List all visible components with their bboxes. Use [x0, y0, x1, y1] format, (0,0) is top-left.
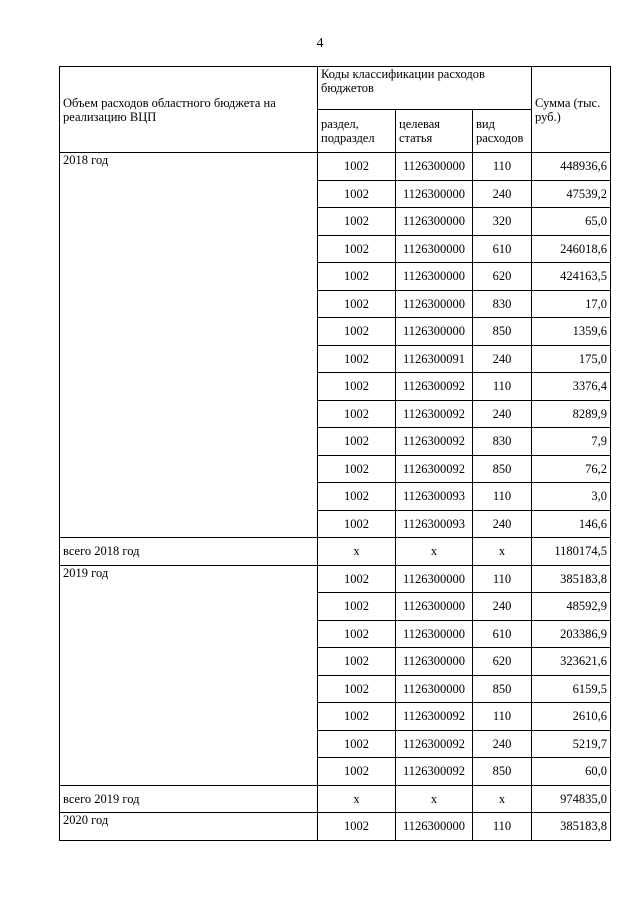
target-code: 1126300091 — [396, 345, 473, 373]
amount: 323621,6 — [532, 648, 611, 676]
amount: 3376,4 — [532, 373, 611, 401]
total-label: всего 2019 год — [60, 785, 318, 813]
amount: 175,0 — [532, 345, 611, 373]
total-target: x — [396, 538, 473, 566]
type-code: 240 — [473, 593, 532, 621]
type-code: 320 — [473, 208, 532, 236]
section-code: 1002 — [318, 703, 396, 731]
section-code: 1002 — [318, 235, 396, 263]
section-code: 1002 — [318, 510, 396, 538]
section-code: 1002 — [318, 593, 396, 621]
amount: 65,0 — [532, 208, 611, 236]
amount: 8289,9 — [532, 400, 611, 428]
amount: 246018,6 — [532, 235, 611, 263]
total-row — [60, 785, 611, 813]
header-section: раздел, подраздел — [318, 110, 396, 153]
total-section: x — [318, 538, 396, 566]
amount: 3,0 — [532, 483, 611, 511]
target-code: 1126300000 — [396, 648, 473, 676]
section-code: 1002 — [318, 483, 396, 511]
type-code: 850 — [473, 455, 532, 483]
type-code: 110 — [473, 153, 532, 181]
amount: 47539,2 — [532, 180, 611, 208]
amount: 448936,6 — [532, 153, 611, 181]
amount: 48592,9 — [532, 593, 611, 621]
type-code: 610 — [473, 235, 532, 263]
section-code: 1002 — [318, 208, 396, 236]
type-code: 110 — [473, 483, 532, 511]
target-code: 1126300000 — [396, 565, 473, 593]
amount: 146,6 — [532, 510, 611, 538]
target-code: 1126300000 — [396, 620, 473, 648]
year-label: 2019 год — [60, 565, 318, 785]
type-code: 830 — [473, 290, 532, 318]
target-code: 1126300092 — [396, 730, 473, 758]
section-code: 1002 — [318, 813, 396, 841]
target-code: 1126300000 — [396, 290, 473, 318]
target-code: 1126300093 — [396, 510, 473, 538]
type-code: 830 — [473, 428, 532, 456]
target-code: 1126300000 — [396, 593, 473, 621]
table-row — [60, 153, 611, 181]
type-code: 240 — [473, 510, 532, 538]
total-type: x — [473, 538, 532, 566]
page-number: 4 — [316, 36, 324, 51]
section-code: 1002 — [318, 455, 396, 483]
target-code: 1126300092 — [396, 758, 473, 786]
type-code: 850 — [473, 318, 532, 346]
header-target: целевая статья — [396, 110, 473, 153]
type-code: 110 — [473, 565, 532, 593]
type-code: 240 — [473, 345, 532, 373]
section-code: 1002 — [318, 180, 396, 208]
target-code: 1126300092 — [396, 703, 473, 731]
year-label: 2020 год — [60, 813, 318, 841]
target-code: 1126300092 — [396, 455, 473, 483]
section-code: 1002 — [318, 565, 396, 593]
total-row — [60, 538, 611, 566]
table-row — [60, 813, 611, 841]
target-code: 1126300000 — [396, 153, 473, 181]
total-amount: 1180174,5 — [532, 538, 611, 566]
target-code: 1126300000 — [396, 208, 473, 236]
section-code: 1002 — [318, 758, 396, 786]
target-code: 1126300000 — [396, 180, 473, 208]
section-code: 1002 — [318, 345, 396, 373]
section-code: 1002 — [318, 730, 396, 758]
amount: 1359,6 — [532, 318, 611, 346]
total-target: x — [396, 785, 473, 813]
target-code: 1126300000 — [396, 263, 473, 291]
amount: 17,0 — [532, 290, 611, 318]
amount: 5219,7 — [532, 730, 611, 758]
type-code: 240 — [473, 180, 532, 208]
section-code: 1002 — [318, 290, 396, 318]
target-code: 1126300000 — [396, 813, 473, 841]
table-header-row — [60, 67, 611, 110]
section-code: 1002 — [318, 153, 396, 181]
target-code: 1126300093 — [396, 483, 473, 511]
amount: 7,9 — [532, 428, 611, 456]
section-code: 1002 — [318, 428, 396, 456]
amount: 2610,6 — [532, 703, 611, 731]
target-code: 1126300000 — [396, 235, 473, 263]
total-section: x — [318, 785, 396, 813]
amount: 385183,8 — [532, 565, 611, 593]
type-code: 110 — [473, 813, 532, 841]
section-code: 1002 — [318, 263, 396, 291]
amount: 60,0 — [532, 758, 611, 786]
type-code: 110 — [473, 373, 532, 401]
type-code: 240 — [473, 730, 532, 758]
amount: 424163,5 — [532, 263, 611, 291]
section-code: 1002 — [318, 373, 396, 401]
type-code: 240 — [473, 400, 532, 428]
type-code: 620 — [473, 648, 532, 676]
type-code: 850 — [473, 675, 532, 703]
target-code: 1126300000 — [396, 675, 473, 703]
section-code: 1002 — [318, 648, 396, 676]
year-label: 2018 год — [60, 153, 318, 538]
table-row — [60, 565, 611, 593]
amount: 203386,9 — [532, 620, 611, 648]
total-label: всего 2018 год — [60, 538, 318, 566]
amount: 76,2 — [532, 455, 611, 483]
header-sum: Сумма (тыс. руб.) — [532, 67, 611, 153]
target-code: 1126300092 — [396, 400, 473, 428]
header-codes: Коды классификации расходов бюджетов — [318, 67, 532, 110]
header-volume: Объем расходов областного бюджета на реализацию ВЦП — [60, 67, 318, 153]
header-type: вид расходов — [473, 110, 532, 153]
type-code: 110 — [473, 703, 532, 731]
total-amount: 974835,0 — [532, 785, 611, 813]
type-code: 620 — [473, 263, 532, 291]
section-code: 1002 — [318, 400, 396, 428]
amount: 6159,5 — [532, 675, 611, 703]
target-code: 1126300092 — [396, 373, 473, 401]
target-code: 1126300092 — [396, 428, 473, 456]
section-code: 1002 — [318, 318, 396, 346]
section-code: 1002 — [318, 675, 396, 703]
section-code: 1002 — [318, 620, 396, 648]
type-code: 850 — [473, 758, 532, 786]
total-type: x — [473, 785, 532, 813]
type-code: 610 — [473, 620, 532, 648]
target-code: 1126300000 — [396, 318, 473, 346]
budget-table — [59, 66, 611, 841]
amount: 385183,8 — [532, 813, 611, 841]
